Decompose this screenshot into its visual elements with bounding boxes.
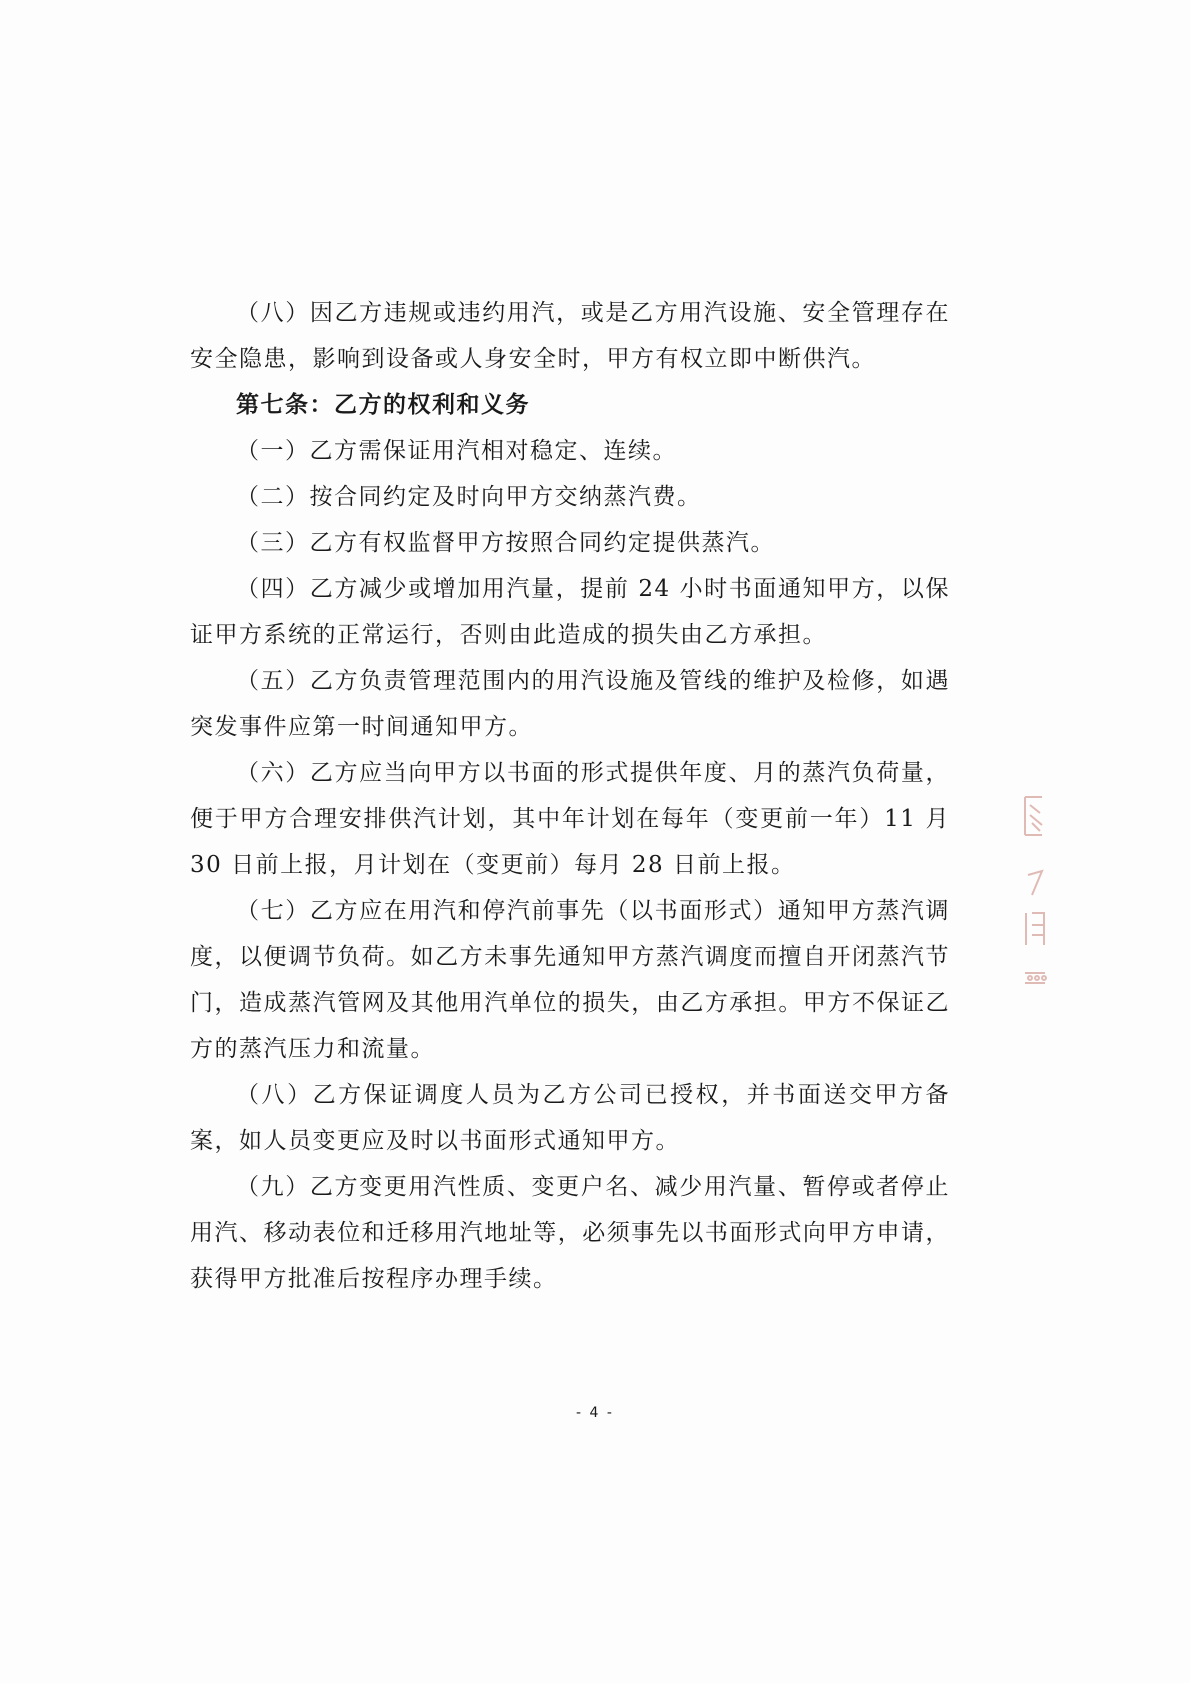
clause-1-stable-usage: （一）乙方需保证用汽相对稳定、连续。 xyxy=(236,438,677,464)
clause-2-pay-fees: （二）按合同约定及时向甲方交纳蒸汽费。 xyxy=(236,484,702,510)
document-body xyxy=(190,290,950,1302)
clause-8-dispatcher-authorization: （八）乙方保证调度人员为乙方公司已授权，并书面送交甲方备案，如人员变更应及时以书面形式通知甲方。 xyxy=(190,1082,950,1154)
partial-seal-stamp xyxy=(1020,795,1050,990)
article-7-heading: 第七条：乙方的权利和义务 xyxy=(236,391,530,418)
clause-3-supervise: （三）乙方有权监督甲方按照合同约定提供蒸汽。 xyxy=(236,530,775,556)
clause-9-change-application: （九）乙方变更用汽性质、变更户名、减少用汽量、暂停或者停止用汽、移动表位和迁移用汽地址等，必须事先以书面形式向甲方申请，获得甲方批准后按程序办理手续。 xyxy=(190,1174,950,1292)
clause-4-notice-change: （四）乙方减少或增加用汽量，提前 24 小时书面通知甲方，以保证甲方系统的正常运行，否则由此造成的损失由乙方承担。 xyxy=(190,576,950,648)
clause-6-load-plan: （六）乙方应当向甲方以书面的形式提供年度、月的蒸汽负荷量，便于甲方合理安排供汽计划，其中年计划在每年（变更前一年）11 月 30 日前上报，月计划在（变更前）每月 28 日前上报。 xyxy=(190,760,950,878)
page-number: - 4 - xyxy=(576,1405,614,1421)
clause-5-maintenance: （五）乙方负责管理范围内的用汽设施及管线的维护及检修，如遇突发事件应第一时间通知甲方。 xyxy=(190,668,950,740)
clause-7-dispatch-notice: （七）乙方应在用汽和停汽前事先（以书面形式）通知甲方蒸汽调度，以便调节负荷。如乙方未事先通知甲方蒸汽调度而擅自开闭蒸汽节门，造成蒸汽管网及其他用汽单位的损失，由乙方承担。甲方不保证乙方的蒸汽压力和流量。 xyxy=(190,898,950,1062)
clause-8-interrupt-supply: （八）因乙方违规或违约用汽，或是乙方用汽设施、安全管理存在安全隐患，影响到设备或人身安全时，甲方有权立即中断供汽。 xyxy=(190,300,950,372)
